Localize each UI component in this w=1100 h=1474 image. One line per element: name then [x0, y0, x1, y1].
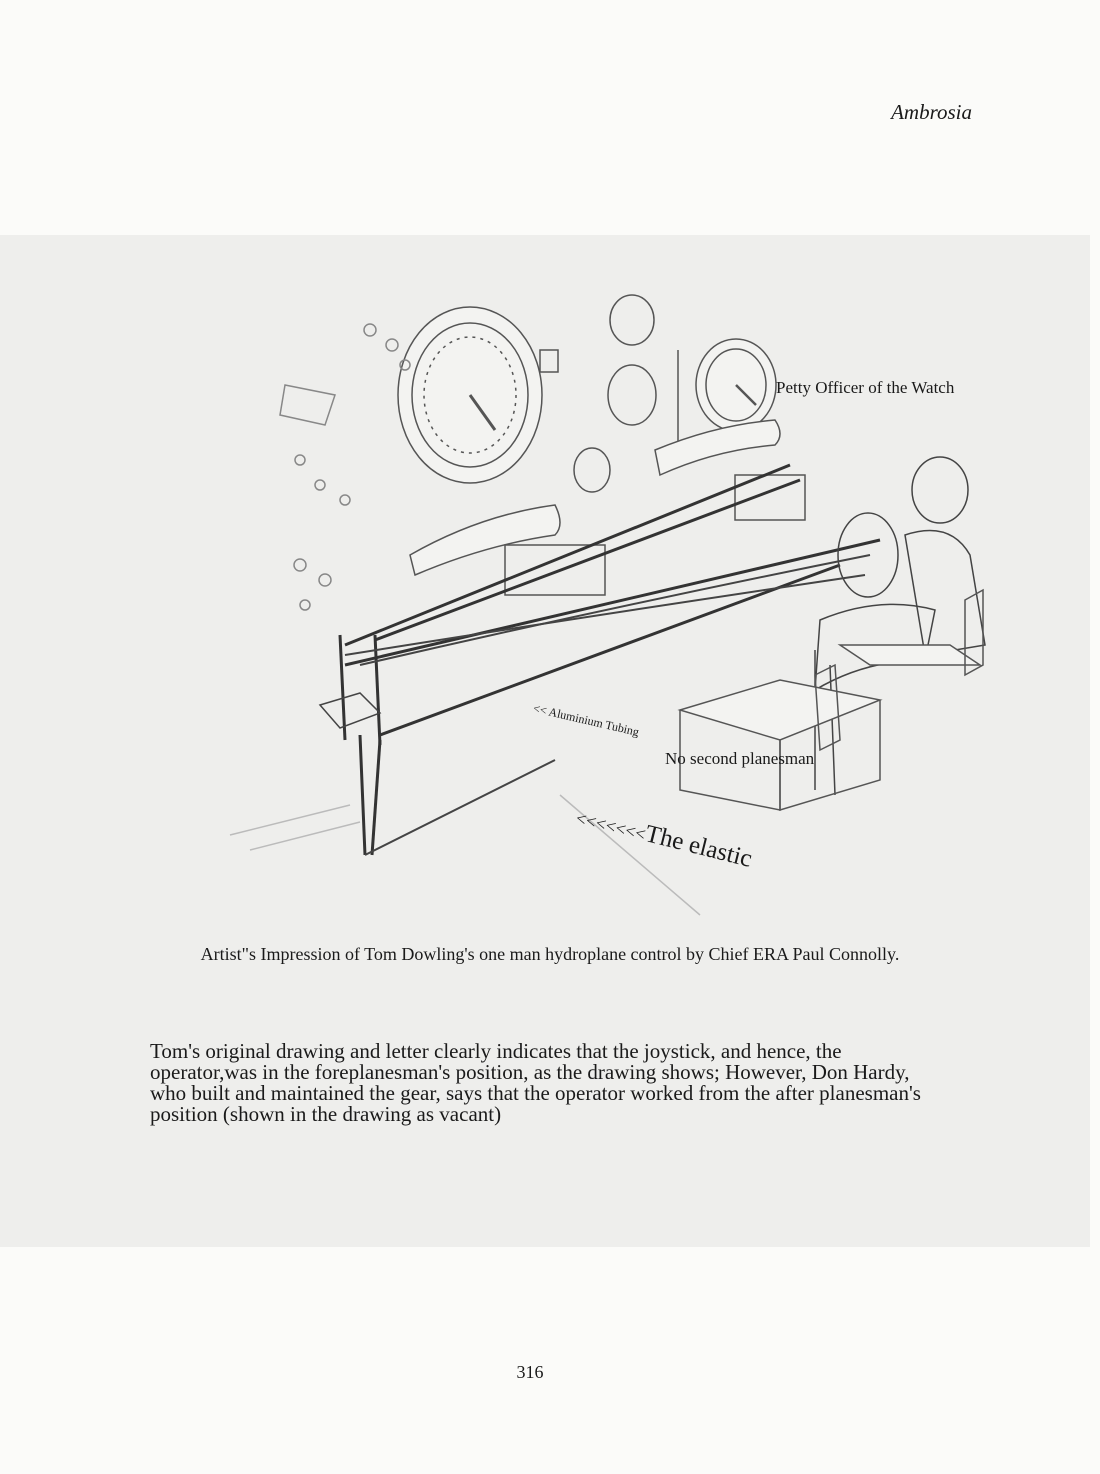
label-no-second-planesman: No second planesman — [665, 749, 815, 768]
label-elastic-text: The elastic — [642, 820, 755, 873]
large-depth-gauge-icon — [398, 307, 542, 483]
arrow-icon: <<<<<<< — [573, 807, 648, 845]
body-paragraph: Tom's original drawing and letter clearly indicates that the joystick, and hence, the operator,was in the foreplanesman's position, as the drawing shows; However, Don Hardy, who built and maintained the gear, says that the operator worked from the after planesman's position (shown in the drawing as vacant) — [150, 1039, 921, 1126]
page-number: 316 — [516, 1362, 544, 1382]
scanned-figure-region — [0, 235, 1090, 1247]
seated-operator-figure — [815, 457, 985, 795]
small-gauge-icon — [574, 448, 610, 492]
watch-gauge-icon — [696, 339, 776, 431]
small-gauge-icon — [608, 365, 656, 425]
hydroplane-control-illustration — [0, 235, 1090, 955]
running-header: Ambrosia — [891, 100, 972, 124]
small-gauge-icon — [610, 295, 654, 345]
arrow-icon: << — [531, 701, 551, 719]
label-aluminium-tubing-text: Aluminium Tubing — [547, 704, 641, 739]
label-petty-officer: Petty Officer of the Watch — [776, 378, 955, 397]
figure-caption: Artist"s Impression of Tom Dowling's one man hydroplane control by Chief ERA Paul Connolly. — [200, 944, 900, 964]
